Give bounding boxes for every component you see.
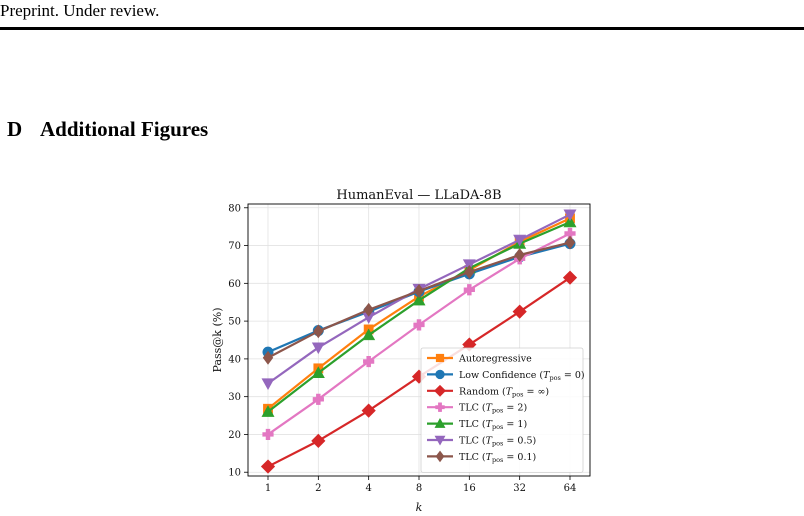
- legend-swatch-marker: [436, 370, 445, 379]
- chart-title: HumanEval — LLaDA-8B: [336, 188, 502, 203]
- y-tick-label: 10: [228, 467, 241, 479]
- legend-swatch-marker: [436, 354, 444, 362]
- y-tick-label: 60: [228, 278, 241, 290]
- x-tick-label: 64: [563, 483, 577, 494]
- legend-label: TLC $(T_{pos} = 2)$: [459, 402, 528, 415]
- y-tick-label: 50: [228, 316, 241, 328]
- data-point: [312, 343, 324, 354]
- x-axis-label: k: [415, 501, 423, 514]
- legend-label: TLC $(T_{pos} = 0.5)$: [459, 435, 537, 448]
- data-point: [513, 305, 526, 318]
- legend-label: Autoregressive: [459, 353, 532, 365]
- data-point: [563, 271, 576, 284]
- running-head: Preprint. Under review.: [0, 1, 160, 20]
- x-tick-label: 32: [513, 483, 527, 494]
- data-point: [262, 379, 274, 390]
- legend: [421, 348, 585, 472]
- legend-label: TLC $(T_{pos} = 0.1)$: [459, 451, 537, 464]
- x-tick-label: 2: [315, 483, 322, 494]
- y-tick-label: 40: [228, 354, 241, 366]
- y-tick-label: 20: [228, 429, 241, 441]
- section-title: Additional Figures: [40, 117, 209, 141]
- legend-label: TLC $(T_{pos} = 1)$: [459, 419, 528, 432]
- x-tick-label: 1: [264, 483, 272, 494]
- x-tick-label: 4: [365, 483, 372, 494]
- x-tick-label: 8: [415, 483, 423, 494]
- legend-label: Low Confidence $(T_{pos} = 0)$: [459, 369, 585, 382]
- y-tick-label: 80: [228, 203, 241, 215]
- data-point: [362, 404, 375, 417]
- y-axis-label: Pass@k (%): [211, 307, 224, 373]
- y-tick-label: 30: [228, 392, 241, 404]
- data-point: [312, 434, 325, 447]
- data-point: [261, 460, 274, 473]
- section-number: D: [7, 117, 23, 141]
- legend-label: Random ($T_{pos}$ = ∞): [459, 386, 550, 399]
- x-tick-label: 16: [462, 483, 476, 494]
- y-tick-label: 70: [228, 241, 241, 253]
